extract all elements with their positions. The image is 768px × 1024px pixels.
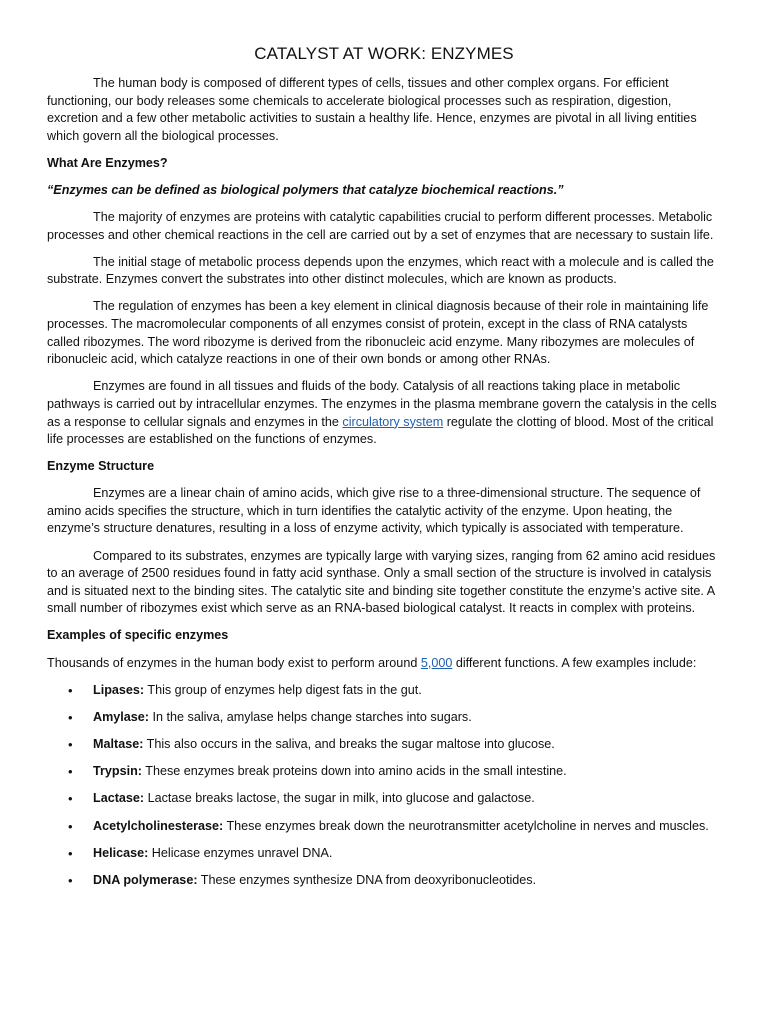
what-paragraph-4-text-before: Enzymes are found in all tissues and fluids of the body. Catalysis of all reactions taking place in metabolic pathways is carried out by intracellular enzymes. The enzymes in the plasma membrane govern the catalysis in the cells as a response to cellular signals and enzymes in the (47, 379, 717, 429)
enzyme-term: Maltase: (93, 737, 144, 751)
list-item (47, 818, 721, 836)
examples-intro (47, 655, 721, 673)
enzyme-term: Amylase: (93, 709, 150, 724)
bullet-icon: • (68, 845, 73, 861)
enzyme-term: Acetylcholinesterase: (93, 818, 224, 833)
enzyme-description: Lactase breaks lactose, the sugar in milk, into glucose and galactose. (144, 791, 535, 806)
bullet-icon: • (68, 791, 73, 807)
enzyme-term: Trypsin: (93, 764, 142, 779)
enzyme-description: These enzymes break proteins down into amino acids in the small intestine. (142, 764, 567, 779)
list-item (47, 736, 721, 754)
bullet-icon: • (68, 737, 73, 752)
document-title: CATALYST AT WORK: ENZYMES (254, 44, 514, 63)
bullet-icon: • (68, 818, 73, 834)
heading-examples: Examples of specific enzymes (47, 628, 229, 643)
circulatory-system-link[interactable]: circulatory system (342, 414, 444, 429)
structure-paragraph-1: Enzymes are a linear chain of amino acids, which give rise to a three-dimensional structure. The sequence of amino acids specifies the structure, which in turn identifies the catalytic activity of the enzyme. Upon heating, the enzyme’s structure denatures, resulting in a loss of enzyme activity, which typically is associated with temperature. (47, 486, 701, 536)
examples-intro-text-before: Thousands of enzymes in the human body exist to perform around (47, 655, 421, 670)
enzyme-description: This group of enzymes help digest fats in the gut. (144, 682, 422, 697)
what-paragraph-4 (47, 378, 721, 448)
enzyme-term: Lipases: (93, 682, 145, 697)
list-item (47, 763, 721, 781)
heading-enzyme-structure: Enzyme Structure (47, 459, 155, 474)
enzyme-term: Helicase: (93, 845, 149, 860)
definition-quote: “Enzymes can be defined as biological polymers that catalyze biochemical reactions.” (47, 182, 564, 197)
structure-paragraph-2: Compared to its substrates, enzymes are typically large with varying sizes, ranging from 62 amino acid residues to an average of 2500 residues found in fatty acid synthase. Only a small section of the structure is involved in catalysis and is situated next to the binding sites. The catalytic site and binding site together constitute the enzyme’s active site. A small number of ribozymes exist which serve as an RNA-based biological catalyst. It reacts in complex with proteins. (47, 548, 716, 616)
enzyme-description: Helicase enzymes unravel DNA. (148, 845, 333, 860)
enzyme-description: These enzymes synthesize DNA from deoxyribonucleotides. (197, 872, 537, 887)
enzyme-description: In the saliva, amylase helps change starches into sugars. (149, 709, 472, 724)
what-paragraph-4-text-after: regulate the clotting of blood. Most of the critical life processes are established on the functions of enzymes. (47, 414, 714, 447)
bullet-icon: • (68, 709, 73, 725)
enzyme-description: These enzymes break down the neurotransmitter acetylcholine in nerves and muscles. (223, 818, 709, 833)
what-paragraph-3: The regulation of enzymes has been a key element in clinical diagnosis because of their role in maintaining life processes. The macromolecular components of all enzymes consist of protein, except in the class of RNA catalysts called ribozymes. The word ribozyme is derived from the ribonucleic acid enzyme. Many ribozymes are molecules of ribonucleic acid, which catalyze reactions in one of their own bonds or among other RNAs. (47, 299, 709, 367)
bullet-icon: • (68, 764, 73, 780)
bullet-icon: • (68, 872, 73, 888)
enzyme-description: This also occurs in the saliva, and breaks the sugar maltose into glucose. (143, 737, 555, 751)
list-item (47, 872, 721, 890)
list-item (47, 682, 721, 700)
examples-intro-text-after: different functions. A few examples include: (452, 655, 697, 670)
what-paragraph-1: The majority of enzymes are proteins with catalytic capabilities crucial to perform different processes. Metabolic processes and other chemical reactions in the cell are carried out by a set of enzymes that are necessary to sustain life. (47, 210, 714, 242)
bullet-icon: • (68, 682, 73, 698)
enzyme-term: DNA polymerase: (93, 872, 198, 887)
what-paragraph-2: The initial stage of metabolic process depends upon the enzymes, which react with a molecule and is called the substrate. Enzymes convert the substrates into other distinct molecules, which are known as products. (47, 254, 714, 287)
heading-what-are-enzymes: What Are Enzymes? (47, 155, 168, 170)
list-item (47, 790, 721, 808)
intro-paragraph: The human body is composed of different types of cells, tissues and other complex organs. For efficient functioning, our body releases some chemicals to accelerate biological processes such as respiration, digestion, excretion and a few other metabolic activities to sustain a healthy life. Hence, enzymes are pivotal in all living entities which govern all the biological processes. (47, 76, 697, 143)
list-item (47, 709, 721, 727)
list-item (47, 845, 721, 863)
five-thousand-link[interactable]: 5,000 (420, 655, 453, 670)
enzyme-examples-list (47, 682, 721, 890)
enzyme-term: Lactase: (93, 791, 145, 806)
